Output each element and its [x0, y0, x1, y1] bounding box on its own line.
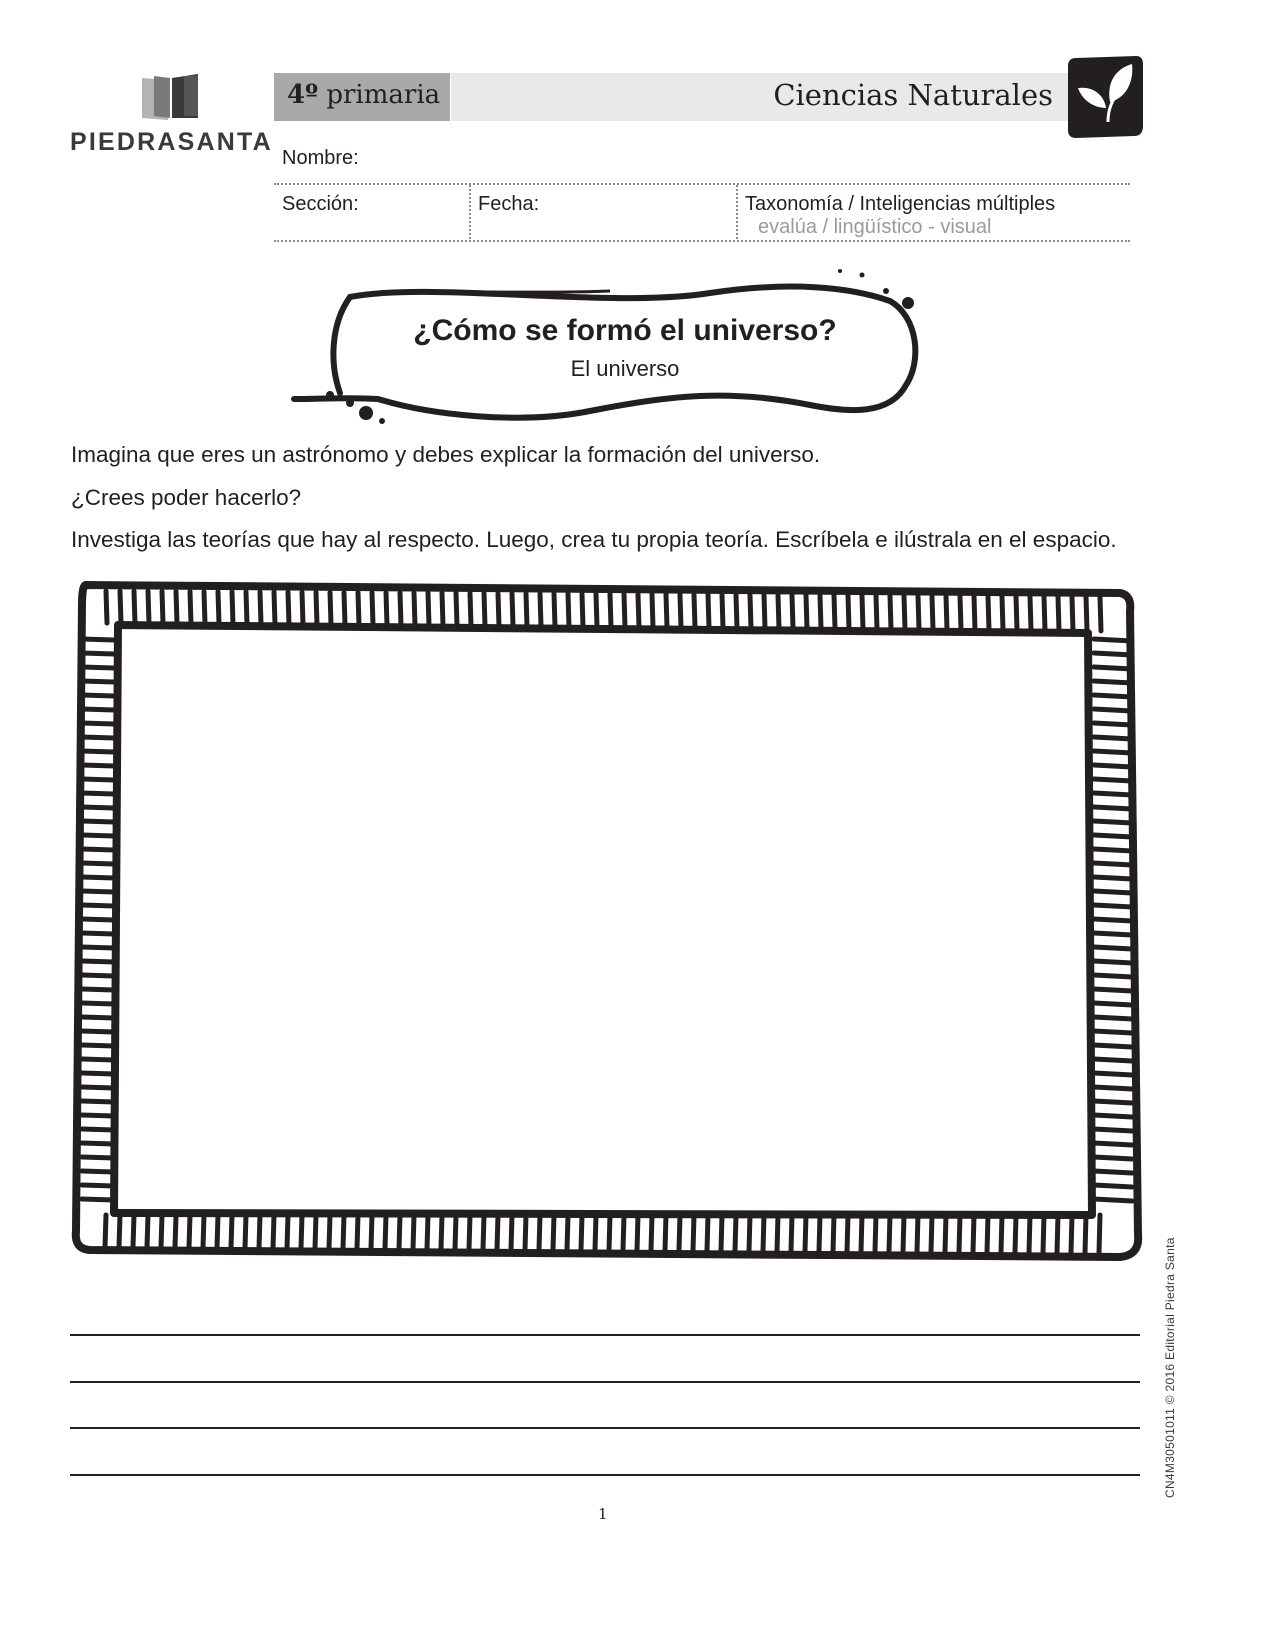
writing-line[interactable] [70, 1427, 1140, 1429]
leaf-icon [1066, 56, 1144, 138]
field-separator [736, 185, 738, 239]
grade-text: primaria [326, 80, 441, 110]
taxonomia-values: evalúa / lingüístico - visual [758, 216, 992, 238]
seccion-label: Sección: [282, 193, 359, 215]
taxonomia-label: Taxonomía / Inteligencias múltiples [745, 193, 1056, 215]
instruction-text: ¿Crees poder hacerlo? [71, 485, 302, 510]
activity-title: ¿Cómo se formó el universo? [413, 314, 837, 347]
drawing-area-frame[interactable] [70, 575, 1145, 1270]
instruction-text: Investiga las teorías que hay al respecto. Luego, crea tu propia teoría. Escríbela e ilústrala en el espacio. [71, 527, 1117, 552]
speech-bubble-frame [290, 265, 920, 435]
subject-title: Ciencias Naturales [773, 78, 1053, 112]
grade-number: 4º [287, 80, 319, 110]
fecha-label: Fecha: [478, 193, 540, 215]
grade-label [287, 80, 440, 110]
nombre-label: Nombre: [282, 147, 359, 169]
brand-logo-text: PIEDRASANTA [70, 128, 273, 156]
book-logo-icon [140, 72, 200, 124]
activity-subtitle: El universo [570, 356, 680, 381]
writing-line[interactable] [70, 1381, 1140, 1383]
copyright-notice: CN4M30501011 © 2016 Editorial Piedra Santa [1163, 1237, 1177, 1498]
instruction-text: Imagina que eres un astrónomo y debes explicar la formación del universo. [71, 442, 821, 467]
writing-line[interactable] [70, 1474, 1140, 1476]
field-divider [274, 240, 1130, 242]
field-divider [274, 183, 1130, 185]
field-separator [469, 185, 471, 239]
page-number: 1 [598, 1505, 608, 1523]
writing-line[interactable] [70, 1334, 1140, 1336]
